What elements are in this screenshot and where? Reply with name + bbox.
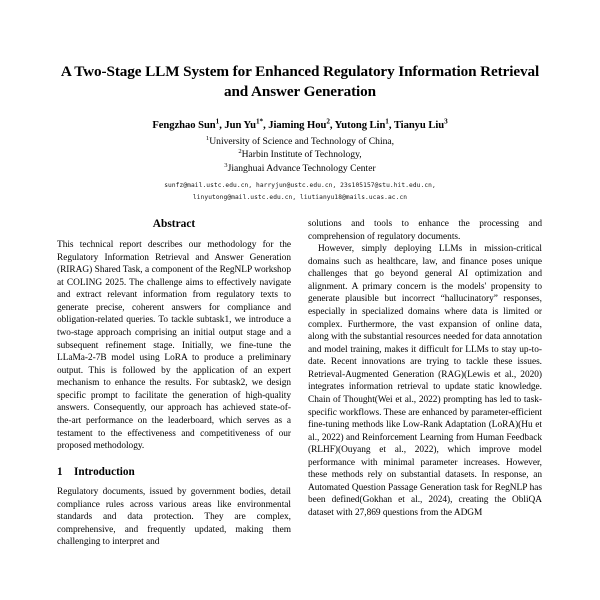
affiliation-item (57, 135, 543, 149)
affiliation-marker: 3 (224, 161, 228, 169)
abstract-text: This technical report describes our methodology for the Regulatory Information Retrieval and Answer Generation (RIRAG) Shared Task, a component of the RegNLP workshop at COLING 2025. The challenge aims to effectively navigate and extract relevant information from regulatory texts to generate precise, coherent answers for compliance and obligation-related queries. To tackle subtask1, we introduce a two-stage approach comprising an initial output stage and a subsequent refinement stage. Initially, we fine-tune the LLaMa-2-7B model using LoRA to produce a preliminary output. This is followed by the application of an expert mechanism to enhance the results. For subtask2, we design specific prompt to facilitate the generation of high-quality answers. Consequently, our approach has achieved state-of-the-art performance on the leaderboard, which serves as a testament to the effectiveness and competitiveness of our proposed methodology. (57, 240, 291, 452)
section-title: Introduction (74, 465, 135, 478)
left-column (57, 218, 291, 549)
paragraph-continuation: solutions and tools to enhance the processing and comprehension of regulatory documents. (308, 219, 542, 242)
affiliation-marker: 1 (205, 134, 210, 142)
affiliation-list (57, 135, 543, 176)
affiliation-item (57, 148, 543, 162)
author-list: Fengzhao Sun$^1$, Jun $Yu^{1*}$, Jiaming Hou$^2$, Yutong Lin$^1$, Tianyu Liu$^3$ (152, 116, 448, 131)
affiliation-item (57, 162, 543, 176)
title-block (57, 0, 543, 203)
section-heading-introduction (57, 466, 291, 479)
introduction-paragraph-2: However, simply deploying LLMs in mission-critical domains such as healthcare, law, and finance poses unique challenges that go beyond general AI optimization and alignment. A primary concern is the models' propensity to generate plausible but incorrect “hallucinatory” responses, especially in specialized domains where data is limited or complex. Furthermore, the vast expansion of online data, along with the substantial resources needed for data annotation and model training, makes it difficult for LLMs to stay up-to-date. Recent innovations are trying to tackle these issues. Retrieval-Augmented Generation (RAG)(Lewis et al., 2020) integrates information retrieval to update static knowledge. Chain of Thought(Wei et al., 2022) prompting has led to task-specific workflows. These are enhanced by parameter-efficient fine-tuning methods like Low-Rank Adaptation (LoRA)(Hu et al., 2022) and Reinforcement Learning from Human Feedback (RLHF)(Ouyang et al., 2022), which improve model performance with minimal parameter increases. However, these methods rely on substantial datasets. In response, an Automated Question Passage Generation task for RegNLP has been defined(Gokhan et al., 2024), creating the ObliQA dataset with 27,869 questions from the ADGM (308, 244, 542, 518)
email-line[interactable]: sunfz@mail.ustc.edu.cn, harryjun@ustc.edu.cn, 23s105157@stu.hit.edu.cn, (164, 182, 436, 190)
page-title: A Two-Stage LLM System for Enhanced Regulatory Information Retrieval and Answer Generation (60, 63, 540, 100)
email-line[interactable]: linyutong@mail.ustc.edu.cn, liutianyu18@mails.ucas.ac.cn (192, 193, 408, 201)
section-number: 1 (57, 465, 63, 478)
affiliation-marker: 2 (238, 147, 242, 155)
affiliation-name: University of Science and Technology of China, (209, 135, 395, 147)
right-column (308, 218, 542, 520)
email-list (57, 180, 543, 203)
affiliation-name: Harbin Institute of Technology, (241, 149, 362, 161)
two-column-body (57, 218, 543, 549)
affiliation-name: Jianghuai Advance Technology Center (227, 162, 376, 174)
introduction-paragraph: Regulatory documents, issued by government bodies, detail compliance rules across various areas like environmental standards and data protection. They are complex, comprehensive, and frequently updated, making them challenging to interpret and (57, 487, 291, 548)
abstract-heading: Abstract (152, 218, 196, 231)
